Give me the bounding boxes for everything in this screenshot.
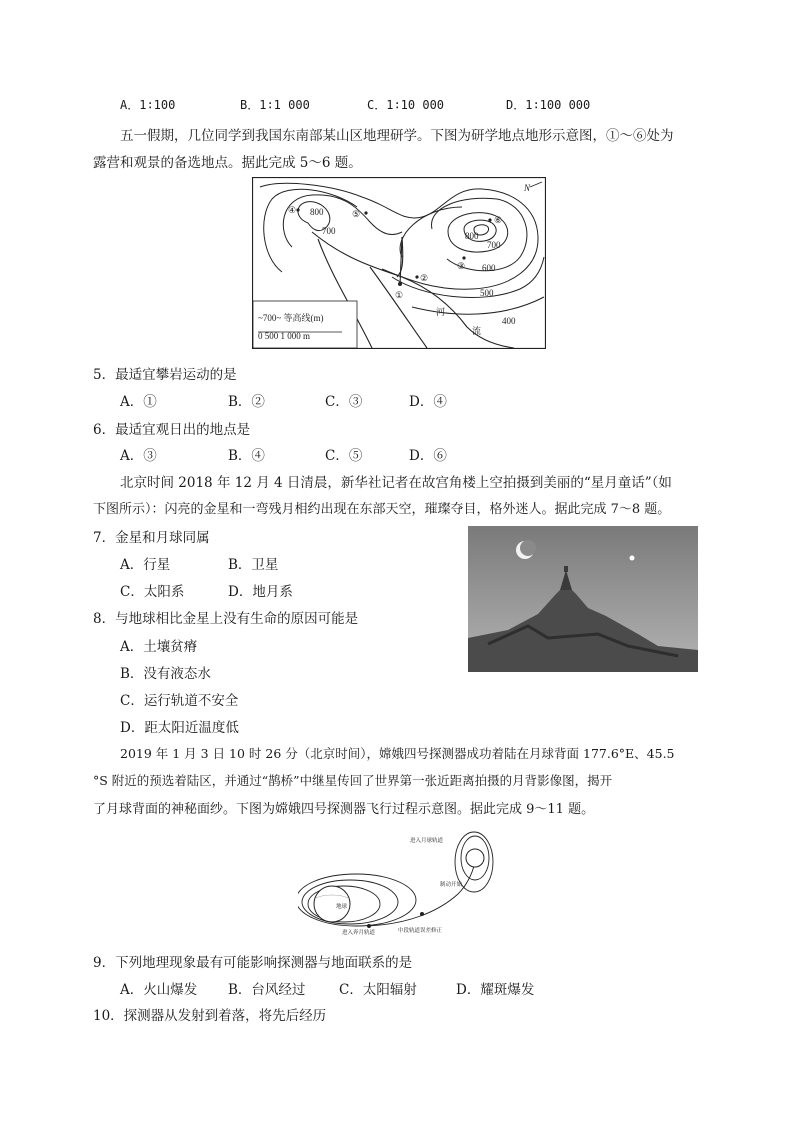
q6-option-b: B．④ [228,448,265,464]
intro-78-line1: 北京时间 2018 年 12 月 4 日清晨，新华社记者在故宫角楼上空拍摄到美丽的“星月童话”（如 [120,475,672,491]
q6-option-a: A．③ [120,448,157,464]
q4-option-c: C．1∶10 000 [367,98,445,112]
q8-stem: 8．与地球相比金星上没有生命的原因可能是 [93,611,359,627]
label-enter-lunar-orbit: 进入月球轨道 [410,838,444,844]
contour-label-800-right: 800 [465,231,479,241]
point-1: ① [395,290,404,300]
contour-label-400: 400 [502,316,516,326]
contour-label-800-left: 800 [310,207,324,217]
q8-option-a: A．土壤贫瘠 [120,639,198,655]
q7-option-b: B．卫星 [228,557,279,573]
q8-option-b: B．没有液态水 [120,666,211,682]
contour-label-500: 500 [480,288,494,298]
point-6: ⑥ [494,215,503,225]
label-enter-transfer-orbit: 进入奔月轨道 [342,930,376,936]
north-label: N [524,183,531,193]
q4-option-b: B．1∶1 000 [240,98,310,112]
q4-option-a: A．1∶100 [120,98,176,112]
q8-option-d: D．距太阳近温度低 [120,720,239,736]
change4-flight-diagram [298,828,518,936]
q5-stem: 5．最适宜攀岩运动的是 [93,367,237,383]
q6-stem: 6．最适宜观日出的地点是 [93,422,251,438]
q7-stem: 7．金星和月球同属 [93,530,210,546]
q6-option-c: C．⑤ [325,448,363,464]
q5-option-a: A．① [120,394,157,410]
intro-56-line2: 露营和观景的备选地点。据此完成 5～6 题。 [93,155,362,171]
q9-stem: 9．下列地理现象最有可能影响探测器与地面联系的是 [93,955,413,971]
intro-911-line2: °S 附近的预选着陆区，并通过“鹊桥”中继星传回了世界第一张近距离拍摄的月背影像图，揭开 [93,773,613,788]
contour-label-700-right: 700 [487,240,501,250]
intro-911-line1: 2019 年 1 月 3 日 10 时 26 分（北京时间），嫦娥四号探测器成功着陆在月球背面 177.6°E、45.5 [120,746,675,761]
contour-label-700-left: 700 [322,226,336,236]
q7-option-a: A．行星 [120,557,171,573]
river-label-liu: 流 [472,326,482,336]
q5-option-d: D．④ [409,394,447,410]
intro-56-line1: 五一假期，几位同学到我国东南部某山区地理研学。下图为研学地点地形示意图，①～⑥处为 [120,128,674,144]
q4-option-d: D．1∶100 000 [506,98,591,112]
q9-option-d: D．耀斑爆发 [456,982,535,998]
point-3: ③ [457,261,466,271]
q9-option-a: A．火山爆发 [120,982,198,998]
q8-option-c: C．运行轨道不安全 [120,693,239,709]
label-earth: 地球 [336,904,348,910]
point-4: ④ [288,205,297,215]
label-midcourse-correction: 中段轨道误差修正 [398,928,443,934]
forbidden-city-moon-venus-photo [468,526,698,672]
q9-option-b: B．台风经过 [228,982,306,998]
river-label-he: 河 [436,307,446,317]
intro-78-line2: 下图所示）：闪亮的金星和一弯残月相约出现在东部天空，璀璨夺目，格外迷人。据此完成 7～8 题。 [93,502,671,517]
intro-911-line3: 了月球背面的神秘面纱。下图为嫦娥四号探测器飞行过程示意图。据此完成 9～11 题。 [93,802,595,817]
point-5: ⑤ [352,209,361,219]
point-2: ② [420,273,429,283]
contour-label-600: 600 [482,263,496,273]
q7-option-c: C．太阳系 [120,584,185,600]
q9-option-c: C．太阳辐射 [339,982,417,998]
q5-option-b: B．② [228,394,265,410]
q10-stem: 10．探测器从发射到着落，将先后经历 [93,1008,327,1024]
label-braking-start: 制动开始 [440,882,463,888]
legend-scale: 0 500 1 000 m [258,331,311,341]
q7-option-d: D．地月系 [228,584,293,600]
topographic-map [252,177,546,349]
legend-contour: ~700~ 等高线(m) [258,313,324,323]
q6-option-d: D．⑥ [409,448,447,464]
q5-option-c: C．③ [325,394,363,410]
